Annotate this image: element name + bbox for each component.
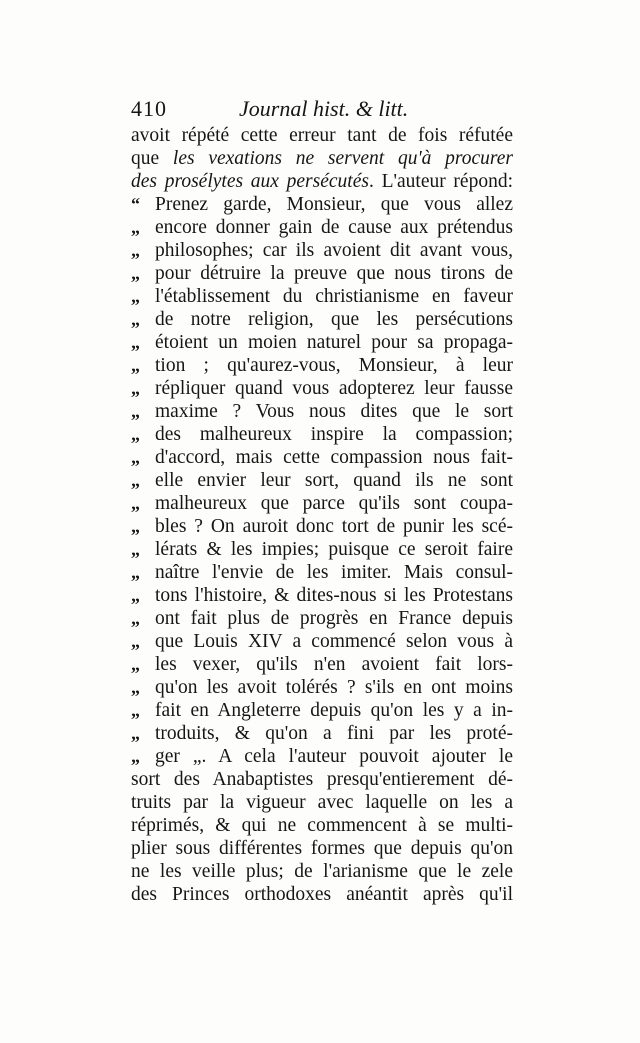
roman-text: qu'on les avoit tolérés ? s'ils en ont moins <box>155 677 513 698</box>
text-line <box>131 354 513 377</box>
body-text <box>131 124 513 906</box>
roman-text: bles ? On auroit donc tort de punir les scé- <box>155 516 513 537</box>
text-line <box>131 630 513 653</box>
line-text <box>155 446 513 469</box>
line-text <box>155 561 513 584</box>
text-line <box>131 124 513 147</box>
roman-text: truits par la vigueur avec laquelle on les a <box>131 792 513 813</box>
roman-text: d'accord, mais cette compassion nous fait- <box>155 447 513 468</box>
quotation-mark: “ <box>131 194 140 214</box>
roman-text: les vexer, qu'ils n'en avoient fait lors- <box>155 654 513 675</box>
line-text <box>155 193 513 216</box>
roman-text: tons l'histoire, & dites-nous si les Protestans <box>155 585 513 606</box>
line-text <box>155 216 513 239</box>
text-line <box>131 492 513 515</box>
line-text <box>155 423 513 446</box>
quotation-mark: „ <box>131 217 140 237</box>
roman-text: naître l'envie de les imiter. Mais consul- <box>155 562 513 583</box>
roman-text: étoient un moien naturel pour sa propaga- <box>155 332 513 353</box>
text-line <box>131 216 513 239</box>
line-text <box>155 239 513 262</box>
text-line <box>131 262 513 285</box>
text-line <box>131 193 513 216</box>
quotation-mark: „ <box>131 631 140 651</box>
text-line <box>131 722 513 745</box>
text-line <box>131 423 513 446</box>
text-line <box>131 768 513 791</box>
line-text <box>155 331 513 354</box>
line-text <box>131 814 513 837</box>
quotation-mark: „ <box>131 516 140 536</box>
line-text <box>155 308 513 331</box>
roman-text: Prenez garde, Monsieur, que vous allez <box>155 194 513 215</box>
text-line <box>131 400 513 423</box>
roman-text: lérats & les impies; puisque ce seroit faire <box>155 539 513 560</box>
line-text <box>155 354 513 377</box>
line-text <box>155 377 513 400</box>
quotation-mark: „ <box>131 746 140 766</box>
line-text <box>155 285 513 308</box>
roman-text: elle envier leur sort, quand ils ne sont <box>155 470 513 491</box>
page-header <box>131 96 521 126</box>
quotation-mark: „ <box>131 424 140 444</box>
text-line <box>131 676 513 699</box>
line-text <box>155 400 513 423</box>
roman-text: répliquer quand vous adopterez leur fausse <box>155 378 513 399</box>
line-text <box>155 630 513 653</box>
roman-text: malheureux que parce qu'ils sont coupa- <box>155 493 513 514</box>
quotation-mark: „ <box>131 654 140 674</box>
text-line <box>131 147 513 170</box>
quotation-mark: „ <box>131 447 140 467</box>
text-line <box>131 883 513 906</box>
roman-text: avoit répété cette erreur tant de fois réfutée <box>131 125 513 146</box>
line-text <box>155 262 513 285</box>
quotation-mark: „ <box>131 263 140 283</box>
roman-text: que <box>131 148 173 169</box>
quotation-mark: „ <box>131 355 140 375</box>
roman-text: que Louis XIV a commencé selon vous à <box>155 631 513 652</box>
text-line <box>131 515 513 538</box>
roman-text: réprimés, & qui ne commencent à se multi- <box>131 815 513 836</box>
text-line <box>131 814 513 837</box>
text-line <box>131 469 513 492</box>
quotation-mark: „ <box>131 332 140 352</box>
line-text <box>155 515 513 538</box>
text-line <box>131 170 513 193</box>
line-text <box>155 607 513 630</box>
quotation-mark: „ <box>131 286 140 306</box>
text-line <box>131 239 513 262</box>
quotation-mark: „ <box>131 700 140 720</box>
text-line <box>131 837 513 860</box>
roman-text: l'établissement du christianisme en faveur <box>155 286 513 307</box>
text-line <box>131 584 513 607</box>
roman-text: sort des Anabaptistes presqu'entierement dé- <box>131 769 513 790</box>
text-line <box>131 308 513 331</box>
roman-text: des Princes orthodoxes anéantit après qu'il <box>131 884 513 905</box>
quotation-mark: „ <box>131 677 140 697</box>
line-text <box>155 699 513 722</box>
roman-text: ont fait plus de progrès en France depuis <box>155 608 513 629</box>
text-line <box>131 607 513 630</box>
roman-text: fait en Angleterre depuis qu'on les y a in- <box>155 700 513 721</box>
text-line <box>131 699 513 722</box>
running-head: Journal hist. & litt. <box>239 96 409 121</box>
text-line <box>131 446 513 469</box>
text-line <box>131 377 513 400</box>
quotation-mark: „ <box>131 470 140 490</box>
line-text <box>131 147 513 170</box>
line-text <box>155 492 513 515</box>
quotation-mark: „ <box>131 309 140 329</box>
roman-text: . L'auteur répond: <box>368 171 514 192</box>
quotation-mark: „ <box>131 240 140 260</box>
line-text <box>131 791 513 814</box>
line-text <box>155 676 513 699</box>
quotation-mark: „ <box>131 585 140 605</box>
text-line <box>131 561 513 584</box>
quotation-mark: „ <box>131 723 140 743</box>
roman-text: de notre religion, que les persécutions <box>155 309 513 330</box>
text-line <box>131 791 513 814</box>
quotation-mark: „ <box>131 539 140 559</box>
quotation-mark: „ <box>131 608 140 628</box>
line-text <box>131 170 513 193</box>
text-line <box>131 860 513 883</box>
roman-text: ger „. A cela l'auteur pouvoit ajouter le <box>155 746 513 767</box>
roman-text: troduits, & qu'on a fini par les proté- <box>155 723 513 744</box>
roman-text: tion ; qu'aurez-vous, Monsieur, à leur <box>155 355 513 376</box>
line-text <box>155 584 513 607</box>
line-text <box>131 883 513 906</box>
text-line <box>131 538 513 561</box>
text-line <box>131 285 513 308</box>
line-text <box>155 469 513 492</box>
italic-text: les vexations ne servent qu'à procurer <box>172 148 513 169</box>
roman-text: ne les veille plus; de l'arianisme que le zele <box>131 861 513 882</box>
roman-text: encore donner gain de cause aux prétendus <box>155 217 513 238</box>
quotation-mark: „ <box>131 493 140 513</box>
roman-text: plier sous différentes formes que depuis qu'on <box>131 838 513 859</box>
line-text <box>131 860 513 883</box>
text-line <box>131 745 513 768</box>
line-text <box>131 124 513 147</box>
text-line <box>131 653 513 676</box>
roman-text: maxime ? Vous nous dites que le sort <box>155 401 513 422</box>
text-line <box>131 331 513 354</box>
italic-text: des prosélytes aux persécutés <box>131 171 369 192</box>
quotation-mark: „ <box>131 401 140 421</box>
line-text <box>131 768 513 791</box>
line-text <box>155 722 513 745</box>
line-text <box>155 745 513 768</box>
quotation-mark: „ <box>131 378 140 398</box>
line-text <box>131 837 513 860</box>
roman-text: philosophes; car ils avoient dit avant vous, <box>155 240 513 261</box>
page-number: 410 <box>131 96 167 121</box>
quotation-mark: „ <box>131 562 140 582</box>
line-text <box>155 538 513 561</box>
line-text <box>155 653 513 676</box>
roman-text: pour détruire la preuve que nous tirons de <box>155 263 513 284</box>
roman-text: des malheureux inspire la compassion; <box>155 424 513 445</box>
